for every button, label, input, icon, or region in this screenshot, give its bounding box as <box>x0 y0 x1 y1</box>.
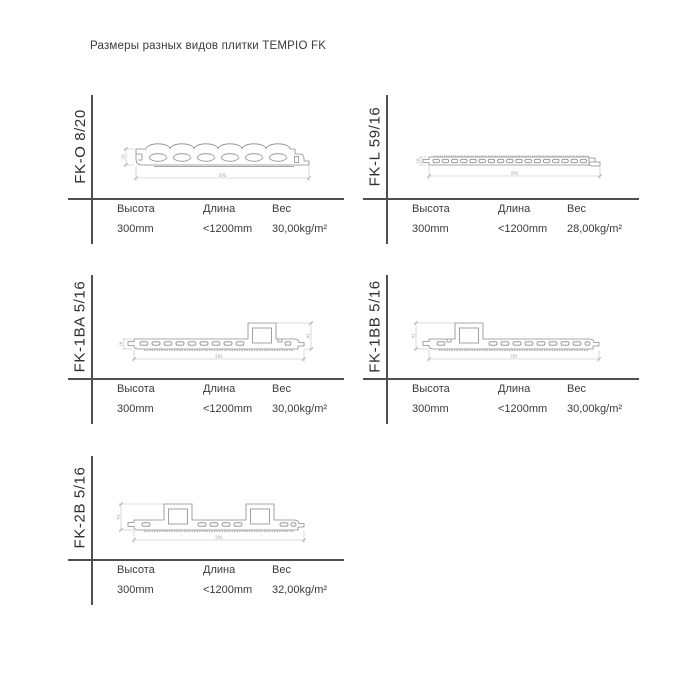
section-label-fk-o <box>68 95 92 198</box>
value-height: 300mm <box>117 584 154 596</box>
dimension-height-label: 20 <box>120 154 126 160</box>
table-value-row <box>68 222 344 236</box>
section-fk-o <box>68 95 344 247</box>
dimension-width-label: 291 <box>510 353 518 359</box>
section-label-fk-1ba <box>68 275 92 378</box>
table-value-row <box>68 583 344 597</box>
section-divider-horizontal <box>68 198 344 200</box>
value-weight: 32,00kg/m² <box>272 584 328 596</box>
section-label-text: FK-O 8/20 <box>71 109 89 184</box>
dimension-width-label: 292 <box>218 172 227 178</box>
table-value-row <box>68 402 344 416</box>
profile-drawing-fk-o <box>98 135 318 195</box>
profile-drawing-fk-l <box>393 135 613 195</box>
value-height: 300mm <box>412 223 449 235</box>
table-value-row <box>363 402 639 416</box>
dimension-box-height-label: 41 <box>410 333 416 339</box>
col-header-weight: Вес <box>272 203 291 215</box>
table-header-row <box>363 382 639 396</box>
section-divider-horizontal <box>363 378 639 380</box>
col-header-weight: Вес <box>272 564 291 576</box>
col-header-height: Высота <box>117 203 155 215</box>
value-length: <1200mm <box>203 403 253 415</box>
value-height: 300mm <box>117 403 154 415</box>
col-header-length: Длина <box>498 203 531 215</box>
dimension-box-height-label: 41 <box>305 333 311 339</box>
section-label-fk-2b <box>68 456 92 559</box>
col-header-length: Длина <box>203 564 236 576</box>
section-divider-horizontal <box>68 559 344 561</box>
value-length: <1200mm <box>498 403 548 415</box>
dimension-width-label: 291 <box>510 170 519 176</box>
col-header-weight: Вес <box>567 203 586 215</box>
table-header-row <box>68 202 344 216</box>
value-length: <1200mm <box>203 223 253 235</box>
section-label-fk-1bb <box>363 275 387 378</box>
col-header-height: Высота <box>412 383 450 395</box>
section-label-text: FK-2B 5/16 <box>71 466 89 549</box>
col-header-height: Высота <box>117 383 155 395</box>
page-title: Размеры разных видов плитки TEMPIO FK <box>90 40 327 52</box>
profile-drawing-fk-1ba <box>98 315 318 375</box>
col-header-weight: Вес <box>272 383 291 395</box>
section-divider-horizontal <box>363 198 639 200</box>
table-header-row <box>68 382 344 396</box>
col-header-length: Длина <box>203 203 236 215</box>
dimension-height-label: 16 <box>415 158 421 164</box>
col-header-length: Длина <box>203 383 236 395</box>
value-weight: 30,00kg/m² <box>272 223 328 235</box>
section-divider-horizontal <box>68 378 344 380</box>
value-height: 300mm <box>412 403 449 415</box>
dimension-box-height-label: 41 <box>115 514 121 520</box>
table-header-row <box>363 202 639 216</box>
value-length: <1200mm <box>203 584 253 596</box>
profile-drawing-fk-2b <box>98 496 318 556</box>
col-header-length: Длина <box>498 383 531 395</box>
dimension-height-label: 16 <box>118 341 124 347</box>
section-fk-1ba <box>68 275 344 427</box>
table-header-row <box>68 563 344 577</box>
section-label-text: FK-1BB 5/16 <box>366 280 384 373</box>
col-header-weight: Вес <box>567 383 586 395</box>
section-label-text: FK-1BA 5/16 <box>71 280 89 373</box>
dimension-width-label: 291 <box>215 353 223 359</box>
dimension-width-label: 291 <box>215 534 223 540</box>
section-fk-l <box>363 95 639 247</box>
section-fk-2b <box>68 456 344 608</box>
value-weight: 30,00kg/m² <box>272 403 328 415</box>
value-weight: 28,00kg/m² <box>567 223 623 235</box>
col-header-height: Высота <box>117 564 155 576</box>
value-length: <1200mm <box>498 223 548 235</box>
section-label-fk-l <box>363 95 387 198</box>
table-value-row <box>363 222 639 236</box>
section-label-text: FK-L 59/16 <box>366 106 384 187</box>
profile-drawing-fk-1bb <box>393 315 613 375</box>
value-height: 300mm <box>117 223 154 235</box>
value-weight: 30,00kg/m² <box>567 403 623 415</box>
col-header-height: Высота <box>412 203 450 215</box>
section-fk-1bb <box>363 275 639 427</box>
